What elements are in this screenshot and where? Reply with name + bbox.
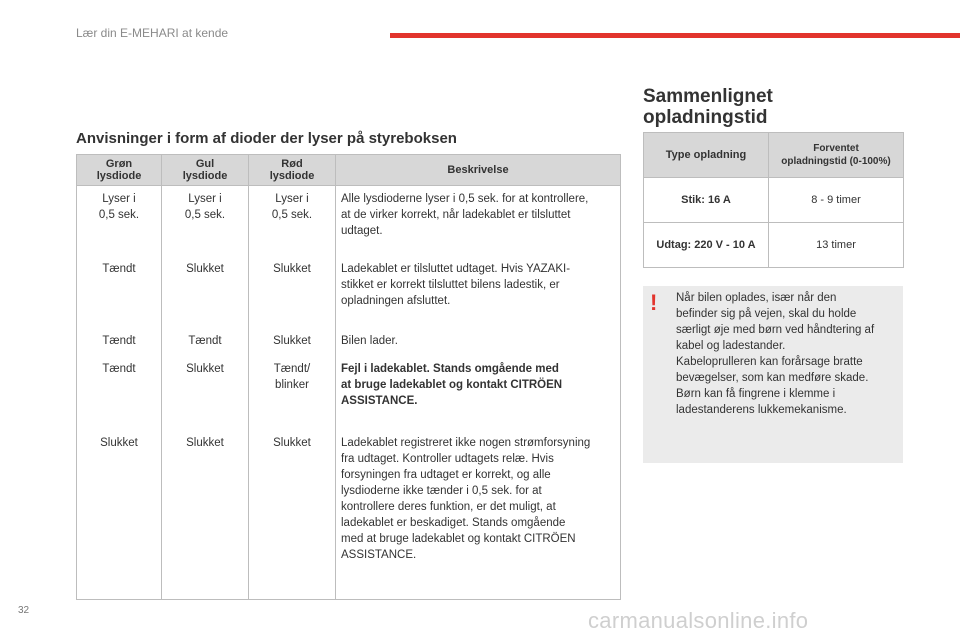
page-number: 32 [18, 605, 30, 616]
cell-yellow: Slukket [162, 356, 249, 430]
col-header-type: Type opladning [644, 133, 769, 178]
cell-green: Tændt [77, 256, 162, 328]
col-header-green: Grøn lysdiode [77, 155, 162, 186]
cell-red: Slukket [249, 256, 336, 328]
cell-yellow: Tændt [162, 328, 249, 356]
cell-description: Fejl i ladekablet. Stands omgående med at bruge ladekablet og kontakt CITRÖEN ASSISTANCE. [336, 356, 621, 430]
cell-description: Bilen lader. [336, 328, 621, 356]
warning-paragraph: Børn kan få fingrene i klemme i ladestanderens lukkemekanisme. [676, 388, 847, 416]
cell-description: Ladekablet registreret ikke nogen strømforsyning fra udtaget. Kontroller udtagets relæ. Hvis forsyningen fra udtaget er korrekt, og alle lysdioderne ikke tænder i 0,5 sek. for at kontrollere deres funktion, er det muligt, at ladekablet er beskadiget. Stands omgående med at bruge ladekablet og kontakt CITRÖEN ASSISTANCE. [336, 430, 621, 600]
cell-type: Udtag: 220 V - 10 A [644, 223, 769, 268]
charging-time-table [643, 132, 904, 268]
cell-yellow: Slukket [162, 430, 249, 600]
watermark: carmanualsonline.info [588, 608, 809, 633]
cell-type: Stik: 16 A [644, 178, 769, 223]
led-section-title: Anvisninger i form af dioder der lyser på styreboksen [76, 130, 457, 147]
table-row [644, 223, 904, 268]
cell-description: Alle lysdioderne lyser i 0,5 sek. for at kontrollere, at de virker korrekt, når ladekablet er tilsluttet udtaget. [336, 186, 621, 256]
warning-icon: ! [650, 290, 658, 315]
col-header-red: Rød lysdiode [249, 155, 336, 186]
cell-green: Tændt [77, 328, 162, 356]
cell-green: Slukket [77, 430, 162, 600]
table-row [77, 356, 621, 430]
warning-paragraph: Når bilen oplades, især når den befinder sig på vejen, skal du holde særligt øje med børn ved håndtering af kabel og ladestander. [676, 292, 875, 352]
table-row [644, 178, 904, 223]
cell-green: Tændt [77, 356, 162, 430]
cell-description: Ladekablet er tilsluttet udtaget. Hvis YAZAKI- stikket er korrekt tilsluttet bilens ladestik, er opladningen afsluttet. [336, 256, 621, 328]
warning-text [676, 290, 898, 418]
cell-time: 8 - 9 timer [769, 178, 904, 223]
cell-red: Slukket [249, 328, 336, 356]
warning-paragraph: Kabeloprulleren kan forårsage bratte bevægelser, som kan medføre skade. [676, 356, 869, 384]
col-header-yellow: Gul lysdiode [162, 155, 249, 186]
col-header-description: Beskrivelse [336, 155, 621, 186]
table-row [77, 186, 621, 256]
led-table [76, 154, 621, 600]
warning-box [643, 286, 903, 463]
table-row [77, 430, 621, 600]
led-table-header [77, 155, 621, 186]
cell-red: Tændt/ blinker [249, 356, 336, 430]
cell-red: Slukket [249, 430, 336, 600]
cell-yellow: Slukket [162, 256, 249, 328]
col-header-expected-time: Forventet opladningstid (0-100%) [769, 133, 904, 178]
charging-time-title: Sammenlignet opladningstid [643, 86, 773, 128]
header-title: Lær din E-MEHARI at kende [76, 26, 229, 40]
charging-table-header [644, 133, 904, 178]
cell-time: 13 timer [769, 223, 904, 268]
cell-red: Lyser i 0,5 sek. [249, 186, 336, 256]
header-accent-bar [390, 33, 960, 38]
table-row [77, 256, 621, 328]
table-row [77, 328, 621, 356]
cell-yellow: Lyser i 0,5 sek. [162, 186, 249, 256]
cell-green: Lyser i 0,5 sek. [77, 186, 162, 256]
